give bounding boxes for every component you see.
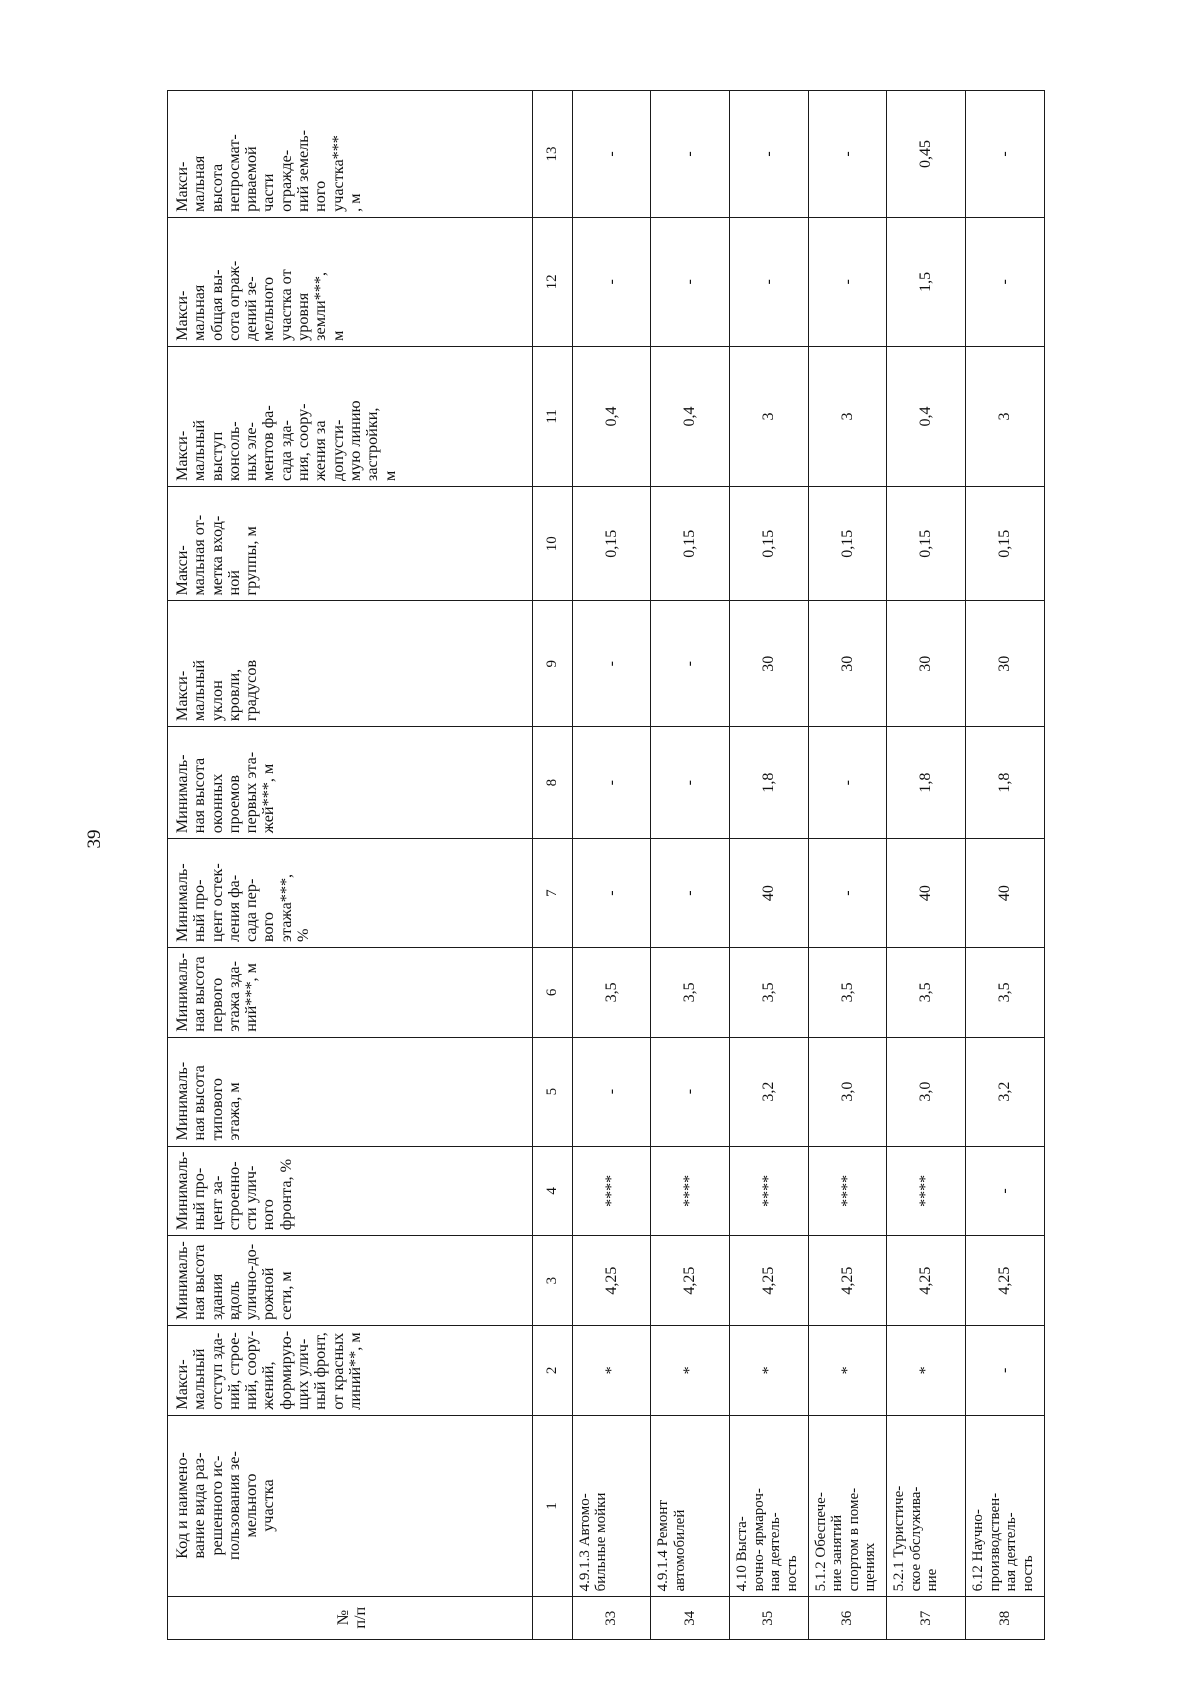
table-row	[966, 91, 1045, 1640]
column-number: 3	[533, 1236, 572, 1326]
column-number-blank	[533, 1597, 572, 1640]
column-header-10: Макси- мальная от- метка вход- ной группы, м	[168, 487, 533, 601]
land-use-name-line: 6.12 Научно-	[970, 1509, 987, 1592]
cell-value: 3,5	[651, 948, 730, 1038]
table-row	[572, 91, 651, 1640]
cell-value: 0,45	[887, 91, 966, 218]
land-use-name-line: щениях	[862, 1542, 879, 1592]
row-number: 36	[808, 1597, 887, 1640]
column-header-4: Минималь- ный про- цент за- строенно- сти улич- ного фронта, %	[168, 1146, 533, 1236]
cell-value: 40	[887, 839, 966, 948]
cell-value: *	[651, 1325, 730, 1415]
cell-value: -	[808, 727, 887, 839]
row-number: 38	[966, 1597, 1045, 1640]
table-row	[730, 91, 809, 1640]
column-number: 8	[533, 727, 572, 839]
table-body	[168, 91, 1045, 1640]
land-use-name-line: ность	[1019, 1555, 1036, 1592]
cell-value: 4,25	[966, 1236, 1045, 1326]
cell-value: -	[808, 839, 887, 948]
cell-value: *	[887, 1325, 966, 1415]
cell-value: 0,15	[966, 487, 1045, 601]
cell-value: -	[651, 839, 730, 948]
cell-value: -	[808, 91, 887, 218]
column-number: 9	[533, 601, 572, 727]
cell-value: 30	[808, 601, 887, 727]
cell-value: 3,5	[572, 948, 651, 1038]
cell-value: 0,4	[572, 346, 651, 486]
column-number: 7	[533, 839, 572, 948]
land-use-name-line: производствен-	[986, 1492, 1003, 1592]
cell-value: 3	[730, 346, 809, 486]
land-use-name-line: автомобилей	[671, 1509, 688, 1592]
cell-value: *	[572, 1325, 651, 1415]
cell-value: -	[651, 727, 730, 839]
cell-value: 4,25	[808, 1236, 887, 1326]
cell-value: 4,25	[651, 1236, 730, 1326]
cell-value: 0,15	[651, 487, 730, 601]
land-use-name	[966, 1415, 1045, 1597]
cell-value: -	[730, 91, 809, 218]
row-number: 37	[887, 1597, 966, 1640]
cell-value: 40	[730, 839, 809, 948]
cell-value: 30	[730, 601, 809, 727]
land-use-name-line: ское обслужива-	[907, 1486, 924, 1592]
table-rotated-container	[167, 90, 1045, 1640]
land-use-name-line: ная деятель-	[1003, 1512, 1020, 1592]
cell-value: *	[808, 1325, 887, 1415]
column-number: 11	[533, 346, 572, 486]
column-header-5: Минималь- ная высота типового этажа, м	[168, 1037, 533, 1146]
cell-value: 0,15	[572, 487, 651, 601]
land-use-name-line: ность	[783, 1555, 800, 1592]
cell-value: 0,15	[730, 487, 809, 601]
column-header-3: Минималь- ная высота здания вдоль улично-до- рожной сети, м	[168, 1236, 533, 1326]
column-number: 2	[533, 1325, 572, 1415]
cell-value: 3,2	[966, 1037, 1045, 1146]
cell-value: -	[572, 839, 651, 948]
cell-value: 1,5	[887, 217, 966, 346]
land-use-name	[808, 1415, 887, 1597]
land-use-name-line: 4.9.1.4 Ремонт	[655, 1500, 672, 1592]
cell-value: -	[651, 1037, 730, 1146]
cell-value: -	[651, 217, 730, 346]
cell-value: -	[572, 217, 651, 346]
cell-value: 30	[966, 601, 1045, 727]
land-use-name	[572, 1415, 651, 1597]
land-use-name-line: спортом в поме-	[845, 1487, 862, 1592]
column-number: 6	[533, 948, 572, 1038]
column-header-12: Макси- мальная общая вы- сота ограж- дений зе- мельного участка от уровня земли***, м	[168, 217, 533, 346]
cell-value: -	[966, 217, 1045, 346]
cell-value: -	[572, 601, 651, 727]
land-use-name-line: 4.9.1.3 Автомо-	[576, 1493, 593, 1592]
table-row	[887, 91, 966, 1640]
land-use-name-line: 5.1.2 Обеспече-	[812, 1492, 829, 1592]
cell-value: 1,8	[966, 727, 1045, 839]
cell-value: ****	[808, 1146, 887, 1236]
column-number-row	[533, 91, 572, 1640]
land-use-name-line: ние занятий	[829, 1514, 846, 1592]
cell-value: 3	[808, 346, 887, 486]
land-use-name-line: ная деятель-	[767, 1512, 784, 1592]
column-number: 5	[533, 1037, 572, 1146]
row-number: 34	[651, 1597, 730, 1640]
column-number: 1	[533, 1415, 572, 1597]
column-number: 10	[533, 487, 572, 601]
column-number: 4	[533, 1146, 572, 1236]
cell-value: ****	[651, 1146, 730, 1236]
cell-value: ****	[572, 1146, 651, 1236]
cell-value: 4,25	[572, 1236, 651, 1326]
row-number: 35	[730, 1597, 809, 1640]
land-use-name-line: ние	[924, 1568, 941, 1592]
cell-value: -	[651, 91, 730, 218]
cell-value: 0,4	[887, 346, 966, 486]
cell-value: 3,0	[808, 1037, 887, 1146]
cell-value: -	[730, 217, 809, 346]
cell-value: 3,5	[887, 948, 966, 1038]
column-header-9: Макси- мальный уклон кровли, градусов	[168, 601, 533, 727]
land-use-name-line: бильные мойки	[593, 1492, 610, 1592]
cell-value: -	[966, 1146, 1045, 1236]
cell-value: ****	[730, 1146, 809, 1236]
cell-value: 0,15	[887, 487, 966, 601]
cell-value: 0,4	[651, 346, 730, 486]
land-use-name-line: вочно- ярмароч-	[750, 1488, 767, 1592]
cell-value: -	[572, 91, 651, 218]
cell-value: 3,2	[730, 1037, 809, 1146]
cell-value: 3,5	[730, 948, 809, 1038]
cell-value: 30	[887, 601, 966, 727]
column-header-1: Код и наимено- вание вида раз- решенного ис- пользования зе- мельного участка	[168, 1415, 533, 1597]
cell-value: 4,25	[730, 1236, 809, 1326]
cell-value: -	[651, 601, 730, 727]
cell-value: *	[730, 1325, 809, 1415]
column-header-8: Минималь- ная высота оконных проемов первых эта- жей***, м	[168, 727, 533, 839]
cell-value: 3,5	[966, 948, 1045, 1038]
column-header-0: № п/п	[168, 1597, 533, 1640]
regulations-table	[167, 90, 1045, 1640]
column-number: 12	[533, 217, 572, 346]
column-header-11: Макси- мальный выступ консоль- ных эле- ментов фа- сада зда- ния, соору- жения за допусти- мую линию застройки, м	[168, 346, 533, 486]
table-row	[808, 91, 887, 1640]
land-use-name	[887, 1415, 966, 1597]
column-header-2: Макси- мальный отступ зда- ний, строе- ний, соору- жений, формирую- щих улич- ный фронт, от красных линий**, м	[168, 1325, 533, 1415]
cell-value: -	[572, 727, 651, 839]
column-header-13: Макси- мальная высота непросмат- риваемой части огражде- ний земель- ного участка*** , м	[168, 91, 533, 218]
cell-value: 40	[966, 839, 1045, 948]
cell-value: -	[808, 217, 887, 346]
cell-value: -	[572, 1037, 651, 1146]
land-use-name	[730, 1415, 809, 1597]
cell-value: 3	[966, 346, 1045, 486]
cell-value: -	[966, 1325, 1045, 1415]
land-use-name	[651, 1415, 730, 1597]
cell-value: 3,0	[887, 1037, 966, 1146]
cell-value: ****	[887, 1146, 966, 1236]
column-header-7: Минималь- ный про- цент остек- ления фа- сада пер- вого этажа***, %	[168, 839, 533, 948]
land-use-name-line: 4.10 Выста-	[734, 1516, 751, 1592]
cell-value: 1,8	[887, 727, 966, 839]
cell-value: 4,25	[887, 1236, 966, 1326]
land-use-name-line: 5.2.1 Туристиче-	[891, 1485, 908, 1592]
header-row	[168, 91, 533, 1640]
row-number: 33	[572, 1597, 651, 1640]
page-number: 39	[84, 829, 105, 849]
cell-value: 1,8	[730, 727, 809, 839]
column-header-6: Минималь- ная высота первого этажа зда- ний***, м	[168, 948, 533, 1038]
cell-value: 3,5	[808, 948, 887, 1038]
cell-value: 0,15	[808, 487, 887, 601]
table-row	[651, 91, 730, 1640]
column-number: 13	[533, 91, 572, 218]
cell-value: -	[966, 91, 1045, 218]
